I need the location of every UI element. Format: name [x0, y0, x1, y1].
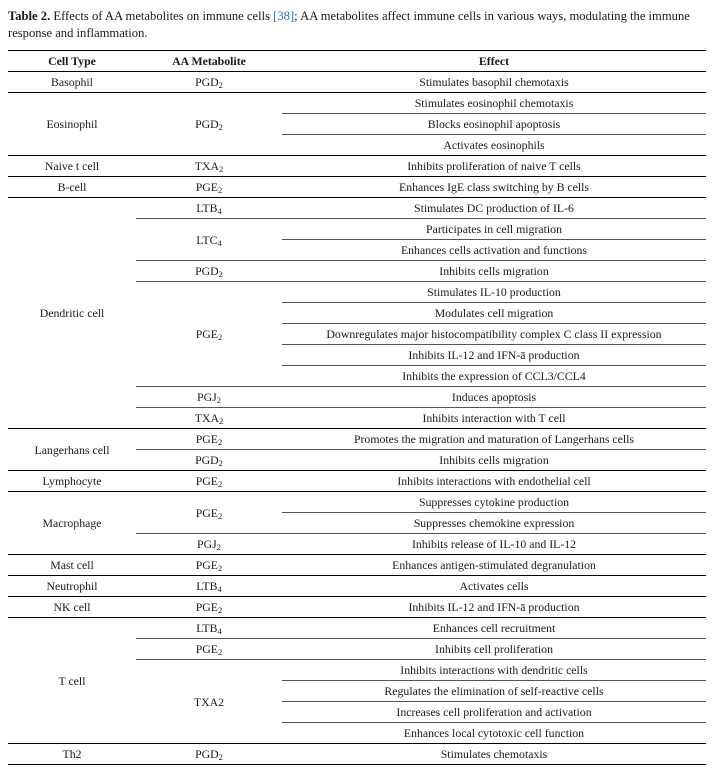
- metabolite-subscript: 2: [216, 395, 221, 405]
- effect: Inhibits proliferation of naive T cells: [282, 156, 706, 177]
- aa-metabolite: [136, 219, 282, 261]
- header-cell-type: Cell Type: [8, 51, 136, 72]
- effect: Promotes the migration and maturation of Langerhans cells: [282, 429, 706, 450]
- table-row: [8, 597, 706, 618]
- effect: Inhibits the expression of CCL3/CCL4: [282, 366, 706, 387]
- aa-metabolite: [136, 618, 282, 639]
- effect: Suppresses chemokine expression: [282, 513, 706, 534]
- metabolite-name: PGD: [195, 117, 219, 131]
- effect: Enhances IgE class switching by B cells: [282, 177, 706, 198]
- table-header-row: [8, 51, 706, 72]
- metabolite-name: PGE: [195, 505, 219, 520]
- metabolite-name: PGE: [195, 642, 219, 656]
- aa-metabolite: [136, 639, 282, 660]
- metabolite-subscript: 2: [219, 164, 224, 174]
- table-row: [8, 555, 706, 576]
- aa-metabolite: [136, 282, 282, 387]
- metabolite-subscript: 2: [218, 647, 223, 657]
- effect: Stimulates chemotaxis: [282, 744, 706, 765]
- header-aa-metabolite: AA Metabolite: [136, 51, 282, 72]
- aa-metabolite: [136, 450, 282, 471]
- table-caption: [8, 8, 706, 42]
- metabolite-name: PGD: [195, 747, 219, 761]
- aa-metabolite: [136, 744, 282, 765]
- effect: Stimulates DC production of IL-6: [282, 198, 706, 219]
- cell-type: Neutrophil: [8, 576, 136, 597]
- aa-metabolite: [136, 534, 282, 555]
- table-row: [8, 576, 706, 597]
- aa-metabolite: [136, 660, 282, 744]
- table-row: [8, 618, 706, 639]
- metabolite-subscript: 2: [216, 542, 221, 552]
- effect: Stimulates basophil chemotaxis: [282, 72, 706, 93]
- aa-metabolite: [136, 93, 282, 156]
- aa-metabolite: [136, 177, 282, 198]
- table-body: [8, 72, 706, 765]
- metabolite-name: PGE: [195, 558, 219, 572]
- cell-type: Naive t cell: [8, 156, 136, 177]
- aa-metabolite: [136, 387, 282, 408]
- effect: Stimulates eosinophil chemotaxis: [282, 93, 706, 114]
- metabolite-subscript: 4: [217, 584, 222, 594]
- citation-link[interactable]: [38]: [273, 9, 295, 23]
- effect: Participates in cell migration: [282, 219, 706, 240]
- table-row: [8, 492, 706, 513]
- effect: Enhances cells activation and functions: [282, 240, 706, 261]
- metabolite-name: TXA: [194, 411, 219, 425]
- cell-type: Langerhans cell: [8, 429, 136, 471]
- metabolite-subscript: 2: [218, 510, 223, 521]
- metabolite-name: TXA: [194, 159, 219, 173]
- metabolite-subscript: 4: [217, 626, 222, 636]
- cell-type: T cell: [8, 618, 136, 744]
- aa-metabolite: [136, 555, 282, 576]
- effect: Blocks eosinophil apoptosis: [282, 114, 706, 135]
- metabolite-name: LTC: [196, 232, 218, 247]
- effect: Stimulates IL-10 production: [282, 282, 706, 303]
- aa-metabolite: [136, 198, 282, 219]
- metabolite-subscript: 2: [218, 458, 223, 468]
- metabolite-subscript: 2: [218, 185, 223, 195]
- metabolite-effects-table: [8, 50, 706, 765]
- table-label: Table 2.: [8, 9, 51, 23]
- effect: Suppresses cytokine production: [282, 492, 706, 513]
- metabolite-name: PGD: [195, 264, 219, 278]
- metabolite-subscript: 2: [218, 479, 223, 489]
- effect: Activates cells: [282, 576, 706, 597]
- effect: Inhibits IL-12 and IFN-ā production: [282, 597, 706, 618]
- metabolite-name: LTB: [196, 201, 218, 215]
- aa-metabolite: [136, 576, 282, 597]
- effect: Inhibits release of IL-10 and IL-12: [282, 534, 706, 555]
- cell-type: Eosinophil: [8, 93, 136, 156]
- metabolite-name: PGE: [195, 180, 219, 194]
- metabolite-subscript: 2: [218, 563, 223, 573]
- metabolite-name: PGE: [195, 432, 219, 446]
- metabolite-name: PGD: [195, 75, 219, 89]
- effect: Increases cell proliferation and activation: [282, 702, 706, 723]
- table-row: [8, 744, 706, 765]
- metabolite-name: LTB: [196, 621, 218, 635]
- aa-metabolite: [136, 471, 282, 492]
- effect: Inhibits cell proliferation: [282, 639, 706, 660]
- metabolite-subscript: 2: [218, 269, 223, 279]
- metabolite-subscript: 2: [219, 416, 224, 426]
- table-row: [8, 72, 706, 93]
- metabolite-name: PGJ: [197, 537, 217, 551]
- metabolite-name: PGJ: [197, 390, 217, 404]
- effect: Induces apoptosis: [282, 387, 706, 408]
- effect: Modulates cell migration: [282, 303, 706, 324]
- aa-metabolite: [136, 408, 282, 429]
- table-row: [8, 429, 706, 450]
- metabolite-name: PGD: [195, 453, 219, 467]
- cell-type: B-cell: [8, 177, 136, 198]
- effect: Inhibits IL-12 and IFN-ā production: [282, 345, 706, 366]
- cell-type: Mast cell: [8, 555, 136, 576]
- aa-metabolite: [136, 261, 282, 282]
- effect: Inhibits cells migration: [282, 261, 706, 282]
- metabolite-subscript: 2: [218, 80, 223, 90]
- header-effect: Effect: [282, 51, 706, 72]
- aa-metabolite: [136, 72, 282, 93]
- effect: Inhibits interaction with T cell: [282, 408, 706, 429]
- caption-text-rest: ; AA metabolites affect immune cells in various ways, modulating the immune response and inflammation.: [8, 9, 690, 40]
- metabolite-subscript: 4: [217, 237, 222, 248]
- aa-metabolite: [136, 492, 282, 534]
- metabolite-subscript: 2: [218, 605, 223, 615]
- metabolite-subscript: 2: [218, 437, 223, 447]
- table-row: [8, 471, 706, 492]
- metabolite-name: LTB: [196, 579, 218, 593]
- metabolite-subscript: 4: [217, 206, 222, 216]
- effect: Enhances cell recruitment: [282, 618, 706, 639]
- metabolite-name: PGE: [195, 327, 219, 341]
- aa-metabolite: [136, 597, 282, 618]
- caption-text: Effects of AA metabolites on immune cells: [50, 9, 274, 23]
- effect: Downregulates major histocompatibility complex C class II expression: [282, 324, 706, 345]
- table-row: [8, 177, 706, 198]
- cell-type: Th2: [8, 744, 136, 765]
- effect: Inhibits cells migration: [282, 450, 706, 471]
- cell-type: Dendritic cell: [8, 198, 136, 429]
- metabolite-name: PGE: [195, 600, 219, 614]
- cell-type: Macrophage: [8, 492, 136, 555]
- table-row: [8, 93, 706, 114]
- metabolite-subscript: 2: [218, 332, 223, 342]
- effect: Enhances antigen-stimulated degranulation: [282, 555, 706, 576]
- aa-metabolite: [136, 156, 282, 177]
- effect: Inhibits interactions with dendritic cells: [282, 660, 706, 681]
- effect: Regulates the elimination of self-reactive cells: [282, 681, 706, 702]
- table-row: [8, 156, 706, 177]
- aa-metabolite: [136, 429, 282, 450]
- effect: Enhances local cytotoxic cell function: [282, 723, 706, 744]
- effect: Activates eosinophils: [282, 135, 706, 156]
- effect: Inhibits interactions with endothelial cell: [282, 471, 706, 492]
- metabolite-subscript: 2: [218, 752, 223, 762]
- metabolite-subscript: 2: [218, 122, 223, 132]
- cell-type: NK cell: [8, 597, 136, 618]
- table-row: [8, 198, 706, 219]
- cell-type: Lymphocyte: [8, 471, 136, 492]
- cell-type: Basophil: [8, 72, 136, 93]
- metabolite-name: TXA2: [193, 694, 225, 709]
- metabolite-name: PGE: [195, 474, 219, 488]
